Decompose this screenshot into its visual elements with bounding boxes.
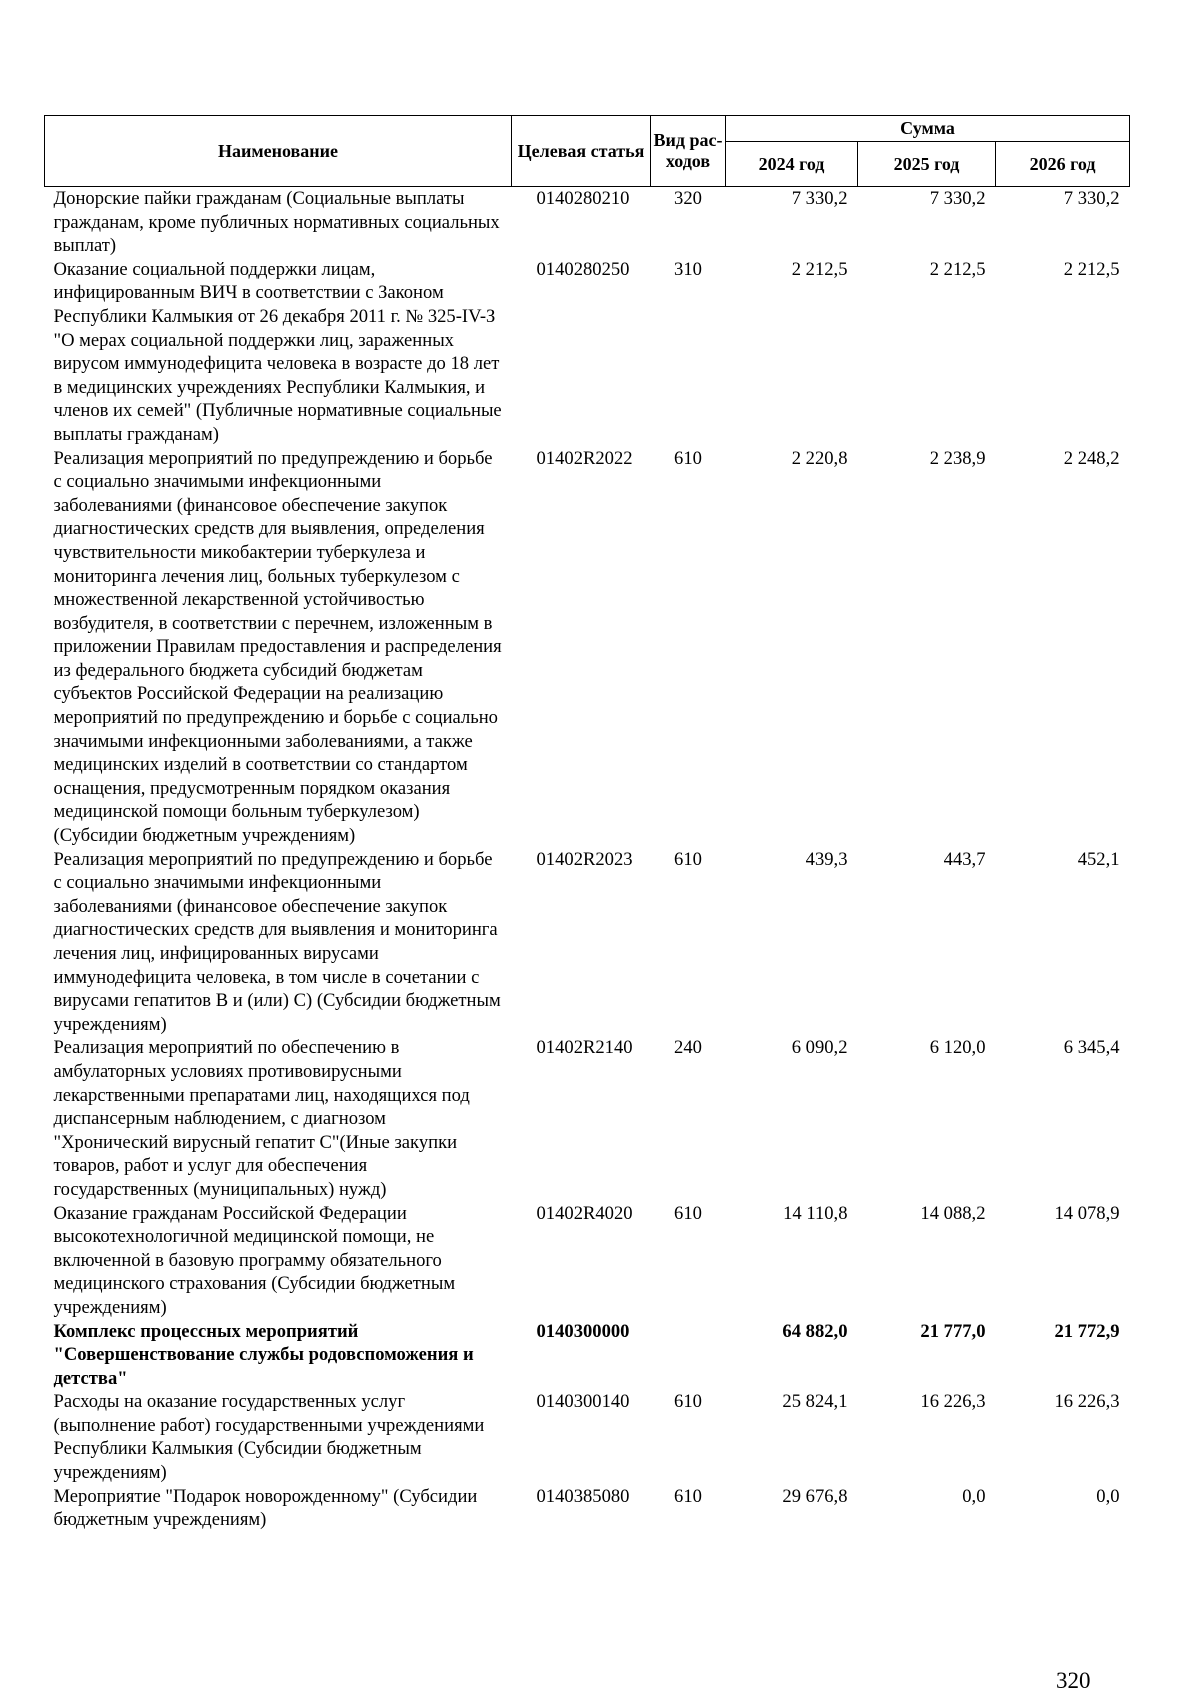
row-name: Реализация мероприятий по предупреждению и борьбе с социально значимыми инфекционными заболеваниями (финансовое обеспечение закупок диагностических средств для выявления, определения чувствительности микобактерии туберкулеза и мониторинга лечения лиц, больных туберкулезом с множественной лекарственной устойчивостью возбудителя, в соответствии с перечнем, изложенным в приложении Правилам предоставления и распределения из федерального бюджета субсидий бюджетам субъектов Российской Федерации на реализацию мероприятий по предупреждению и борьбе с социально значимыми инфекционными заболеваниями, а также медицинских изделий в соответствии со стандартом оснащения, предусмотренным порядком оказания медицинской помощи больным туберкулезом) (Субсидии бюджетным учреждениям) [53, 447, 502, 847]
row-expense-type: 320 [674, 188, 702, 209]
row-amount-2024: 439,3 [805, 848, 848, 870]
row-amount-2025: 7 330,2 [929, 188, 986, 209]
row-expense-type: 610 [674, 1391, 702, 1413]
row-amount-2024: 25 824,1 [782, 1391, 848, 1413]
row-target-article: 0140385080 [536, 1485, 630, 1507]
row-expense-type: 240 [674, 1037, 702, 1059]
row-name: Оказание социальной поддержки лицам, инфицированным ВИЧ в соответствии с Законом Республики Калмыкия от 26 декабря 2011 г. № 325-IV-З "О мерах социальной поддержки лиц, зараженных вирусом иммунодефицита человека в возрасте до 18 лет в медицинских учреждениях Республики Калмыкия, и членов их семей" (Публичные нормативные социальные выплаты гражданам) [53, 258, 502, 445]
row-amount-2025: 14 088,2 [920, 1202, 986, 1224]
table-row [45, 1202, 1130, 1320]
row-amount-2026: 452,1 [1077, 848, 1120, 870]
table-row [45, 1036, 1130, 1201]
row-name: Оказание гражданам Российской Федерации высокотехнологичной медицинской помощи, не включенной в базовую программу обязательного медицинского страхования (Субсидии бюджетным учреждениям) [53, 1202, 456, 1318]
header-sum: Сумма [726, 116, 1130, 142]
row-expense-type: 610 [674, 447, 702, 469]
budget-table [44, 115, 1130, 1532]
row-amount-2024: 64 882,0 [782, 1320, 848, 1342]
header-target-article: Целевая статья [512, 116, 651, 187]
row-expense-type: 610 [674, 1485, 702, 1507]
table-row [45, 848, 1130, 1037]
row-amount-2026: 2 248,2 [1063, 447, 1120, 469]
row-target-article: 01402R2023 [536, 848, 633, 870]
row-target-article: 01402R2140 [536, 1037, 633, 1059]
row-amount-2025: 443,7 [943, 848, 986, 870]
table-header [45, 116, 1130, 187]
budget-document [44, 115, 1129, 1532]
row-amount-2026: 21 772,9 [1054, 1320, 1120, 1342]
row-expense-type: 610 [674, 848, 702, 870]
row-expense-type: 610 [674, 1202, 702, 1224]
table-body [45, 187, 1130, 1532]
row-target-article: 01402R4020 [536, 1202, 633, 1224]
row-amount-2026: 14 078,9 [1054, 1202, 1120, 1224]
header-name: Наименование [45, 116, 512, 187]
row-amount-2026: 6 345,4 [1063, 1037, 1120, 1059]
header-year-2025: 2025 год [858, 142, 996, 187]
row-amount-2024: 7 330,2 [791, 188, 848, 209]
row-amount-2025: 21 777,0 [920, 1320, 986, 1342]
header-year-2026: 2026 год [996, 142, 1130, 187]
row-amount-2024: 6 090,2 [791, 1037, 848, 1059]
row-name: Реализация мероприятий по предупреждению и борьбе с социально значимыми инфекционными заболеваниями (финансовое обеспечение закупок диагностических средств для выявления и мониторинга лечения лиц, инфицированных вирусами иммунодефицита человека, в том числе в сочетании с вирусами гепатитов В и (или) С) (Субсидии бюджетным учреждениям) [53, 848, 501, 1035]
row-amount-2026: 7 330,2 [1063, 188, 1120, 209]
row-amount-2025: 16 226,3 [920, 1391, 986, 1413]
table-row [45, 187, 1130, 258]
row-expense-type: 310 [674, 258, 702, 280]
table-row [45, 1390, 1130, 1484]
row-name: Донорские пайки гражданам (Социальные выплаты гражданам, кроме публичных нормативных социальных выплат) [53, 188, 500, 257]
row-target-article: 0140280250 [536, 258, 630, 280]
row-amount-2024: 2 212,5 [791, 258, 848, 280]
row-target-article: 01402R2022 [536, 447, 633, 469]
row-amount-2025: 2 238,9 [929, 447, 986, 469]
header-year-2024: 2024 год [726, 142, 858, 187]
row-amount-2024: 2 220,8 [791, 447, 848, 469]
row-amount-2026: 16 226,3 [1054, 1391, 1120, 1413]
row-name: Реализация мероприятий по обеспечению в амбулаторных условиях противовирусными лекарственными препаратами лиц, находящихся под диспансерным наблюдением, с диагнозом "Хронический вирусный гепатит С"(Иные закупки товаров, работ и услуг для обеспечения государственных (муниципальных) нужд) [53, 1037, 470, 1200]
row-amount-2025: 2 212,5 [929, 258, 986, 280]
row-name: Мероприятие "Подарок новорожденному" (Субсидии бюджетным учреждениям) [53, 1485, 478, 1531]
row-amount-2025: 0,0 [962, 1485, 986, 1507]
header-expense-type: Вид рас-ходов [651, 116, 726, 187]
row-target-article: 0140280210 [536, 188, 630, 209]
row-amount-2026: 2 212,5 [1063, 258, 1120, 280]
table-row [45, 258, 1130, 447]
row-name: Расходы на оказание государственных услуг (выполнение работ) государственными учреждениями Республики Калмыкия (Субсидии бюджетным учреждениям) [53, 1391, 485, 1484]
table-row [45, 447, 1130, 848]
row-amount-2024: 29 676,8 [782, 1485, 848, 1507]
page-number: 320 [1056, 1668, 1091, 1693]
row-name: Комплекс процессных мероприятий "Совершенствование службы родовспоможения и детства" [53, 1320, 474, 1389]
row-target-article: 0140300000 [536, 1320, 630, 1342]
row-amount-2025: 6 120,0 [929, 1037, 986, 1059]
row-amount-2024: 14 110,8 [783, 1202, 848, 1224]
table-row [45, 1320, 1130, 1391]
row-amount-2026: 0,0 [1096, 1485, 1120, 1507]
table-row [45, 1485, 1130, 1532]
row-target-article: 0140300140 [536, 1391, 630, 1413]
row-expense-type [651, 1320, 726, 1391]
